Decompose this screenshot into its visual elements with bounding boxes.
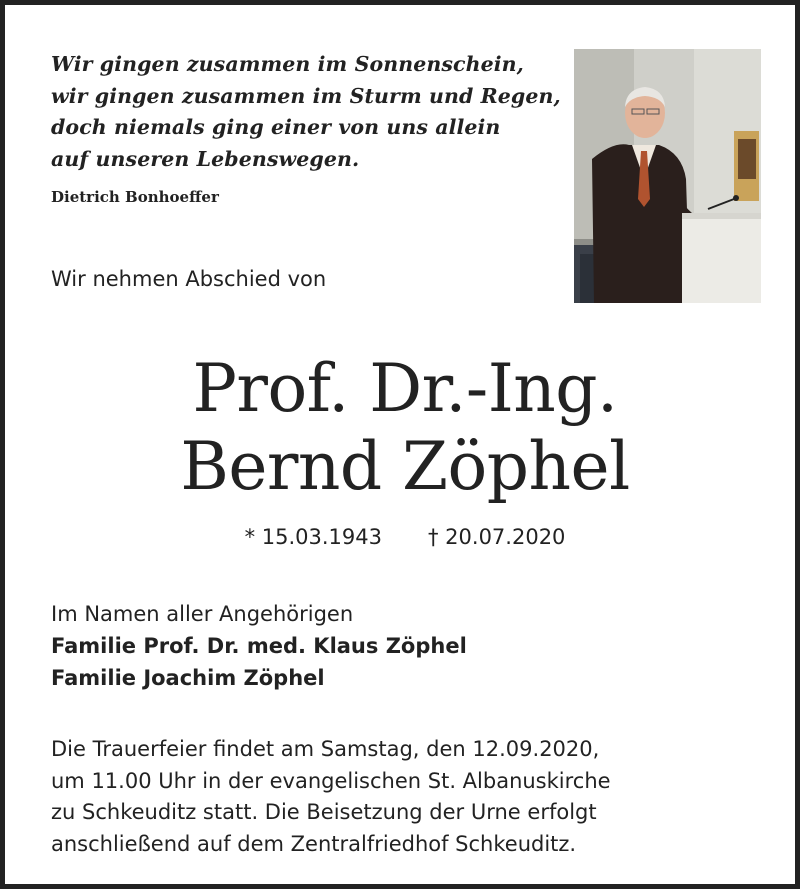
deceased-name bbox=[5, 350, 800, 506]
portrait-photo bbox=[574, 49, 761, 303]
mourners-intro: Im Namen aller Angehörigen bbox=[51, 602, 354, 626]
birth-date: * 15.03.1943 bbox=[244, 525, 382, 549]
mourners-block bbox=[51, 598, 467, 694]
poem-line: doch niemals ging einer von uns allein bbox=[51, 115, 501, 139]
ceremony-line: zu Schkeuditz statt. Die Beisetzung der Urne erfolgt bbox=[51, 800, 597, 824]
ceremony-info bbox=[51, 734, 611, 860]
family-name: Familie Joachim Zöphel bbox=[51, 666, 325, 690]
portrait-photo-illustration bbox=[574, 49, 761, 303]
ceremony-line: um 11.00 Uhr in der evangelischen St. Albanuskirche bbox=[51, 768, 611, 793]
farewell-intro: Wir nehmen Abschied von bbox=[51, 267, 327, 291]
poem-quote bbox=[51, 49, 561, 175]
family-name: Familie Prof. Dr. med. Klaus Zöphel bbox=[51, 634, 467, 658]
ceremony-line: anschließend auf dem Zentralfriedhof Schkeuditz. bbox=[51, 831, 577, 856]
poem-author: Dietrich Bonhoeffer bbox=[51, 188, 219, 206]
ceremony-line: Die Trauerfeier findet am Samstag, den 12.09.2020, bbox=[51, 737, 600, 761]
death-date: † 20.07.2020 bbox=[428, 525, 566, 549]
life-dates bbox=[5, 525, 800, 549]
academic-title: Prof. Dr.-Ing. bbox=[192, 350, 618, 427]
poem-line: auf unseren Lebenswegen. bbox=[51, 146, 360, 171]
full-name: Bernd Zöphel bbox=[180, 428, 630, 505]
poem-line: Wir gingen zusammen im Sonnenschein, bbox=[51, 52, 524, 76]
poem-line: wir gingen zusammen im Sturm und Regen, bbox=[51, 83, 561, 108]
